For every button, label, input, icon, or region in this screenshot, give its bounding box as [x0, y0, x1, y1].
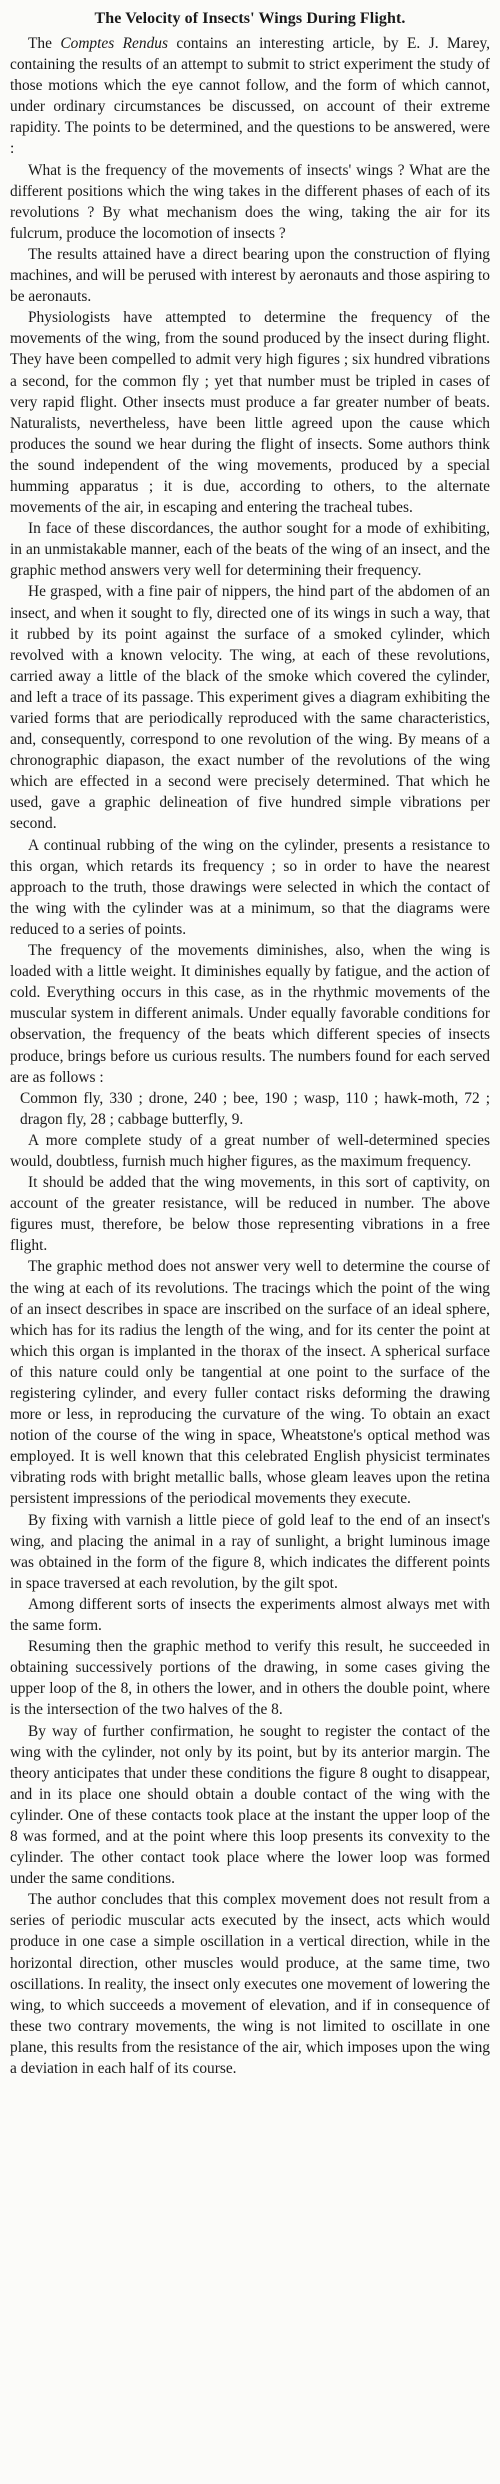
- article-body: [10, 33, 490, 2079]
- article-paragraph: Physiologists have attempted to determine the frequency of the movements of the wing, from the sound produced by the insect during flight. They have been compelled to admit very high figures ; six hundred vibrations a second, for the common fly ; yet that number must be tripled in cases of very rapid flight. Other insects must produce a far greater number of beats. Naturalists, nevertheless, have been little agreed upon the cause which produces the sound we hear during the flight of insects. Some authors think the sound independent of the wing movements, produced by a special humming apparatus ; it is due, according to others, to the alternate movements of the air, in escaping and entering the tracheal tubes.: [10, 309, 490, 517]
- article-paragraph: What is the frequency of the movements of insects' wings ? What are the different positions which the wing takes in the different phases of each of its revolutions ? By what mechanism does the wing, taking the air for its fulcrum, produce the locomotion of insects ?: [10, 161, 490, 242]
- article-paragraph: It should be added that the wing movements, in this sort of captivity, on account of the greater resistance, will be reduced in number. The above figures must, therefore, be below those representing vibrations in a free flight.: [10, 1174, 490, 1255]
- article-paragraph: In face of these discordances, the author sought for a mode of exhibiting, in an unmistakable manner, each of the beats of the wing of an insect, and the graphic method answers very well for determining their frequency.: [10, 520, 490, 580]
- article-paragraph: A continual rubbing of the wing on the cylinder, presents a resistance to this organ, which retards its frequency ; so in order to have the nearest approach to the truth, those drawings were selected in which the contact of the wing with the cylinder was at a minimum, so that the diagrams were reduced to a series of points.: [10, 836, 490, 938]
- article-paragraph: The graphic method does not answer very well to determine the course of the wing at each of its revolutions. The tracings which the point of the wing of an insect describes in space are inscribed on the surface of an ideal sphere, which has for its radius the length of the wing, and for its center the point at which this organ is implanted in the thorax of the insect. A spherical surface of this nature could only be tangential at one point to the surface of the registering cylinder, and every fuller contact risks deforming the drawing more or less, in reproducing the curvature of the wing. To obtain an exact notion of the course of the wing in space, Wheatstone's optical method was employed. It is well known that this celebrated English physicist terminates vibrating rods with bright metallic balls, whose gleam leaves upon the retina persistent impressions of the periodical movements they execute.: [10, 1258, 490, 1508]
- article-paragraph: The frequency of the movements diminishes, also, when the wing is loaded with a little weight. It diminishes equally by fatigue, and the action of cold. Everything occurs in this case, as in the rhythmic movements of the muscular system in different animals. Under equally favorable conditions for observation, the frequency of the beats which different species of insects produce, brings before us curious results. The numbers found for each served are as follows :: [10, 942, 490, 1086]
- paragraph-text: contains an interesting article, by E. J. Marey, containing the results of an attempt to submit to strict experiment the study of those motions which the eye cannot follow, and the form of which cannot, under ordinary circumstances be discussed, on account of their extreme rapidity. The points to be determined, and the questions to be answered, were :: [10, 35, 490, 158]
- article-paragraph: The results attained have a direct bearing upon the construction of flying machines, and will be perused with interest by aeronauts and those aspiring to be aeronauts.: [10, 245, 490, 306]
- journal-name: Comptes Rendus: [60, 35, 168, 52]
- article-paragraph: A more complete study of a great number of well-determined species would, doubtless, furnish much higher figures, as the maximum frequency.: [10, 1131, 490, 1170]
- article-paragraph: He grasped, with a fine pair of nippers, the hind part of the abdomen of an insect, and when it sought to fly, directed one of its wings in such a way, that it rubbed by its point against the surface of a smoked cylinder, which revolved with a known velocity. The wing, at each of these revolutions, carried away a little of the black of the smoke which covered the cylinder, and left a trace of its passage. This experiment gives a diagram exhibiting the varied forms that are periodically reproduced with the same characteristics, and, consequently, correspond to one revolution of the wing. By means of a chronographic diapason, the exact number of the revolutions of the wing which are effected in a second were precisely determined. That which he used, gave a graphic delineation of five hundred simple vibrations per second.: [10, 583, 490, 833]
- article-paragraph: The author concludes that this complex movement does not result from a series of periodic muscular acts executed by the insect, acts which would produce in one case a simple oscillation in a vertical direction, while in the horizontal direction, other muscles would produce, at the same time, two oscillations. In reality, the insect only executes one movement of lowering the wing, to which succeeds a movement of elevation, and if in consequence of these two contrary movements, the wing is not limited to oscillate in one plane, this results from the resistance of the air, which imposes upon the wing a deviation in each half of its course.: [10, 1891, 490, 2077]
- numbers-list: Common fly, 330 ; drone, 240 ; bee, 190 ; wasp, 110 ; hawk-moth, 72 ; dragon fly, 28 ; cabbage butterfly, 9.: [20, 1089, 490, 1128]
- article-paragraph: [10, 33, 490, 160]
- paragraph-lead: The: [28, 35, 61, 52]
- article-paragraph: Resuming then the graphic method to verify this result, he succeeded in obtaining successively portions of the drawing, in some cases giving the upper loop of the 8, in others the lower, and in others the double point, where is the intersection of the two halves of the 8.: [10, 1638, 490, 1719]
- article-title: The Velocity of Insects' Wings During Flight.: [94, 10, 406, 27]
- article-paragraph: By way of further confirmation, he sought to register the contact of the wing with the cylinder, not only by its point, but by its anterior margin. The theory anticipates that under these conditions the figure 8 ought to disappear, and in its place one should obtain a double contact of the wing with the cylinder. One of these contacts took place at the instant the upper loop of the 8 was formed, and at the point where this loop presents its convexity to the cylinder. The other contact took place where the lower loop was formed under the same conditions.: [10, 1722, 490, 1888]
- article-paragraph: By fixing with varnish a little piece of gold leaf to the end of an insect's wing, and placing the animal in a ray of sunlight, a bright luminous image was obtained in the form of the figure 8, which indicates the different points in space traversed at each revolution, by the gilt spot.: [10, 1511, 490, 1592]
- article-paragraph: Among different sorts of insects the experiments almost always met with the same form.: [10, 1595, 490, 1635]
